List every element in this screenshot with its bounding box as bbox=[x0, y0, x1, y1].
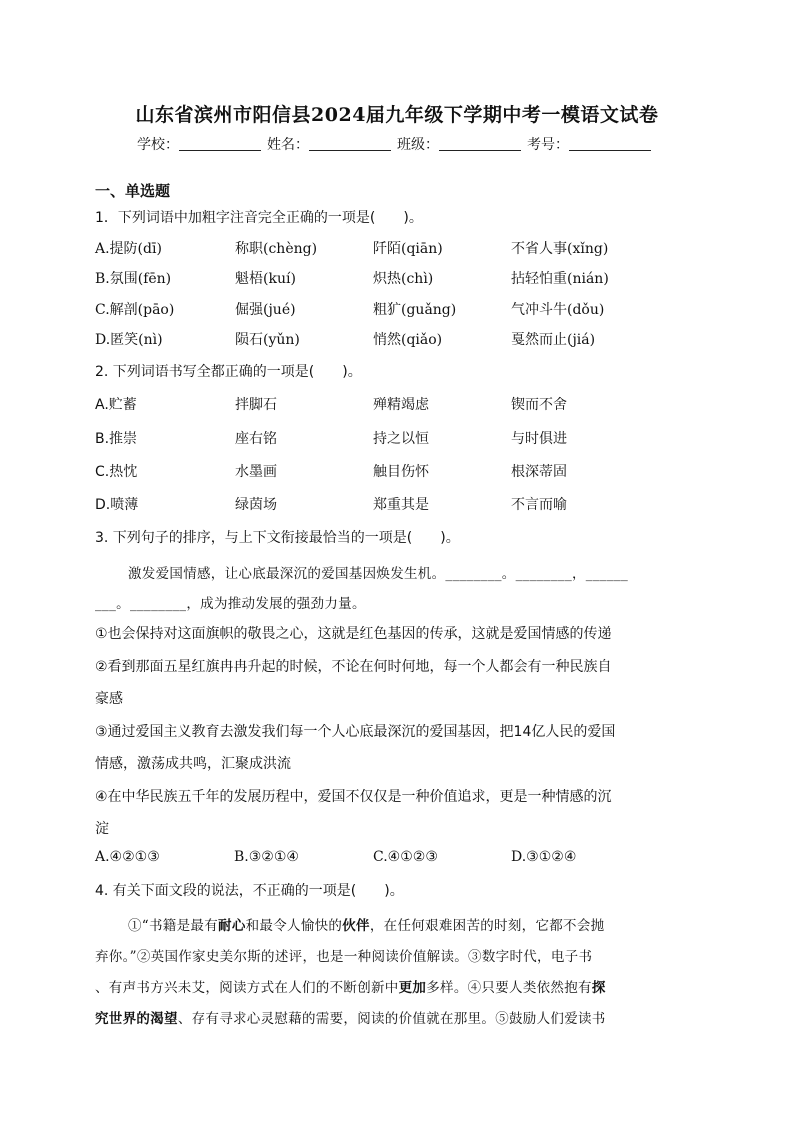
q3-option: A.④②①③ bbox=[95, 849, 160, 865]
q2-item: 殚精竭虑 bbox=[373, 397, 429, 413]
section-heading: 一、单选题 bbox=[95, 182, 171, 200]
q1-item: 炽热(chì) bbox=[373, 271, 434, 287]
q4-passage-line: 弃你。”②英国作家史美尔斯的述评，也是一种阅读价值解读。③数字时代，电子书 bbox=[95, 949, 593, 965]
q1-item: 气冲斗牛(dǒu) bbox=[511, 302, 605, 318]
q2-item: 触目伤怀 bbox=[373, 464, 429, 480]
q4-text: 和最令人愉快的 bbox=[245, 918, 343, 934]
school-blank[interactable] bbox=[179, 136, 261, 151]
q2-item: 水墨画 bbox=[235, 464, 277, 480]
q4-bold-text: 耐心 bbox=[218, 918, 246, 934]
q2-item: 与时俱进 bbox=[511, 431, 567, 447]
q2-item: 座右铭 bbox=[235, 431, 277, 447]
q1-item: 拈轻怕重(nián) bbox=[511, 271, 609, 287]
q1-item: 粗犷(guǎng) bbox=[373, 302, 457, 318]
q3-sentence: ④在中华民族五千年的发展历程中，爱国不仅仅是一种价值追求，更是一种情感的沉 bbox=[95, 789, 612, 805]
student-info-line bbox=[0, 134, 794, 154]
page-title: 山东省滨州市阳信县2024届九年级下学期中考一模语文试卷 bbox=[135, 104, 659, 126]
class-label: 班级： bbox=[397, 137, 439, 153]
q2-item: 拌脚石 bbox=[235, 397, 277, 413]
q1-item: 阡陌(qiān) bbox=[373, 241, 443, 257]
name-blank[interactable] bbox=[309, 136, 391, 151]
q3-option: C.④①②③ bbox=[373, 849, 438, 865]
q1-item: 倔强(jué) bbox=[235, 302, 296, 318]
q4-bold-text: 伙伴 bbox=[342, 918, 370, 934]
q3-option: D.③①②④ bbox=[511, 849, 577, 865]
q3-option: B.③②①④ bbox=[234, 849, 299, 865]
q3-sentence: ②看到那面五星红旗冉冉升起的时候，不论在何时何地，每一个人都会有一种民族自 bbox=[95, 659, 612, 675]
q4-passage-line bbox=[128, 914, 604, 934]
q4-passage-line bbox=[95, 976, 606, 996]
school-label: 学校： bbox=[137, 137, 179, 153]
q4-text: ①“书籍是最有 bbox=[128, 918, 219, 934]
q4-passage-line bbox=[95, 1007, 606, 1027]
q2-item: B.推崇 bbox=[95, 431, 138, 447]
q4-bold-text: 更加 bbox=[398, 980, 427, 996]
q1-item: 悄然(qiǎo) bbox=[373, 332, 443, 348]
q3-passage-line: ___。________，成为推动发展的强劲力量。 bbox=[95, 596, 366, 612]
q3-passage-line: 激发爱国情感，让心底最深沉的爱国基因焕发生机。________。________，______ bbox=[128, 566, 629, 582]
exam-no-label: 考号： bbox=[527, 137, 569, 153]
q1-item: 不省人事(xǐng) bbox=[511, 241, 609, 257]
question-1-stem: 1．下列词语中加粗字注音完全正确的一项是( )。 bbox=[95, 210, 423, 226]
q2-item: 持之以恒 bbox=[373, 431, 429, 447]
q3-sentence: ①也会保持对这面旗帜的敬畏之心，这就是红色基因的传承，这就是爱国情感的传递 bbox=[95, 626, 612, 642]
q3-sentence: ③通过爱国主义教育去激发我们每一个人心底最深沉的爱国基因，把14亿人民的爱国 bbox=[95, 724, 616, 740]
q4-bold-text: 究世界的渴望 bbox=[95, 1011, 178, 1027]
q1-item: A.提防(dī) bbox=[95, 241, 162, 257]
q2-item: 绿茵场 bbox=[235, 497, 277, 513]
q4-text: ，在任何艰难困苦的时刻，它都不会抛 bbox=[369, 918, 605, 934]
q2-item: D.喷薄 bbox=[95, 497, 139, 513]
exam-no-blank[interactable] bbox=[569, 136, 651, 151]
name-label: 姓名： bbox=[267, 137, 309, 153]
q4-text: 、有声书方兴未艾，阅读方式在人们的不断创新中 bbox=[95, 980, 399, 996]
q4-text: 多样。④只要人类依然抱有 bbox=[426, 980, 592, 996]
q1-item: 戛然而止(jiá) bbox=[511, 332, 596, 348]
q3-sentence-cont: 淀 bbox=[95, 821, 109, 837]
q1-item: 魁梧(kuí) bbox=[235, 271, 296, 287]
q2-item: 根深蒂固 bbox=[511, 464, 567, 480]
q1-item: C.解剖(pāo) bbox=[95, 302, 175, 318]
question-4-stem: 4. 有关下面文段的说法，不正确的一项是( )。 bbox=[95, 883, 404, 899]
q2-item: A.贮蓄 bbox=[95, 397, 137, 413]
q1-item: 称职(chèng) bbox=[235, 241, 318, 257]
q2-item: 不言而喻 bbox=[511, 497, 567, 513]
q1-item: B.氛围(fēn) bbox=[95, 271, 172, 287]
q4-text: 、存有寻求心灵慰藉的需要，阅读的价值就在那里。⑤鼓励人们爱读书 bbox=[177, 1011, 606, 1027]
q2-item: C.热忱 bbox=[95, 464, 138, 480]
q3-sentence-cont: 情感，激荡成共鸣，汇聚成洪流 bbox=[95, 756, 291, 772]
question-3-stem: 3. 下列句子的排序，与上下文衔接最恰当的一项是( )。 bbox=[95, 530, 460, 546]
q3-sentence-cont: 豪感 bbox=[95, 691, 123, 707]
q2-item: 郑重其是 bbox=[373, 497, 429, 513]
class-blank[interactable] bbox=[439, 136, 521, 151]
q1-item: D.匿笑(nì) bbox=[95, 332, 163, 348]
question-2-stem: 2. 下列词语书写全都正确的一项是( )。 bbox=[95, 364, 362, 380]
q4-bold-text: 探 bbox=[591, 980, 606, 996]
q2-item: 锲而不舍 bbox=[511, 397, 567, 413]
q1-item: 陨石(yǔn) bbox=[235, 332, 300, 348]
